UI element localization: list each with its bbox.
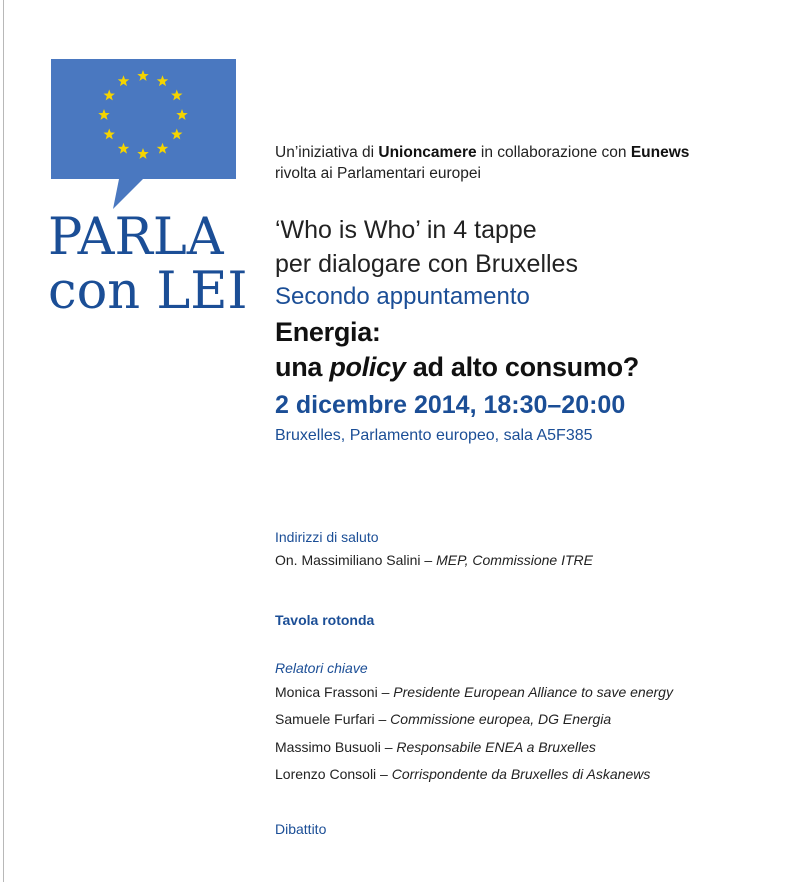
relatore-name: Lorenzo Consoli xyxy=(275,766,377,782)
appointment-label: Secondo appuntamento xyxy=(275,283,530,310)
headline-prefix: una xyxy=(275,352,330,382)
left-border-line xyxy=(3,0,4,882)
relatore-item xyxy=(275,739,596,755)
relatore-item xyxy=(275,766,650,782)
relatore-role: Responsabile ENEA a Bruxelles xyxy=(396,739,596,755)
relatore-separator: – xyxy=(380,739,397,755)
relatore-item xyxy=(275,684,673,700)
lead-line-2: per dialogare con Bruxelles xyxy=(275,250,578,278)
lead-line-1: ‘Who is Who’ in 4 tappe xyxy=(275,216,537,244)
intro-prefix: Un’iniziativa di xyxy=(275,144,379,161)
speaker-separator: – xyxy=(420,552,437,568)
speech-bubble-shape xyxy=(51,59,236,209)
event-venue: Bruxelles, Parlamento europeo, sala A5F385 xyxy=(275,427,593,444)
intro-line-2: rivolta ai Parlamentari europei xyxy=(275,165,481,182)
logo-wordmark-line2: con LEI xyxy=(48,262,248,321)
relatori-label: Relatori chiave xyxy=(275,660,368,676)
headline-emphasis: policy xyxy=(329,352,406,382)
headline-line-2 xyxy=(275,352,639,383)
relatore-role: Commissione europea, DG Energia xyxy=(390,711,612,727)
intro-middle: in collaborazione con xyxy=(476,144,631,161)
relatore-role: Presidente European Alliance to save energy xyxy=(393,684,673,700)
relatore-name: Massimo Busuoli xyxy=(275,739,381,755)
eu-flag-speech-bubble-logo xyxy=(51,59,236,187)
relatore-role: Corrispondente da Bruxelles di Askanews xyxy=(391,766,651,782)
tavola-rotonda-heading: Tavola rotonda xyxy=(275,612,375,628)
relatore-separator: – xyxy=(374,711,391,727)
dibattito-heading: Dibattito xyxy=(275,821,327,837)
intro-line-1 xyxy=(275,144,689,162)
relatore-separator: – xyxy=(377,684,394,700)
saluto-speaker xyxy=(275,552,593,568)
relatore-separator: – xyxy=(376,766,392,782)
relatore-name: Monica Frassoni xyxy=(275,684,378,700)
org-unioncamere: Unioncamere xyxy=(378,144,477,161)
saluto-label: Indirizzi di saluto xyxy=(275,529,379,545)
speaker-name: On. Massimiliano Salini xyxy=(275,552,421,568)
relatore-name: Samuele Furfari xyxy=(275,711,375,727)
headline-suffix: ad alto consumo? xyxy=(405,352,639,382)
org-eunews: Eunews xyxy=(630,144,690,161)
logo-wordmark-line1: PARLA xyxy=(48,208,224,267)
event-datetime: 2 dicembre 2014, 18:30–20:00 xyxy=(275,391,626,419)
headline-line-1: Energia: xyxy=(275,317,381,347)
relatore-item xyxy=(275,711,611,727)
speaker-role: MEP, Commissione ITRE xyxy=(436,552,593,568)
